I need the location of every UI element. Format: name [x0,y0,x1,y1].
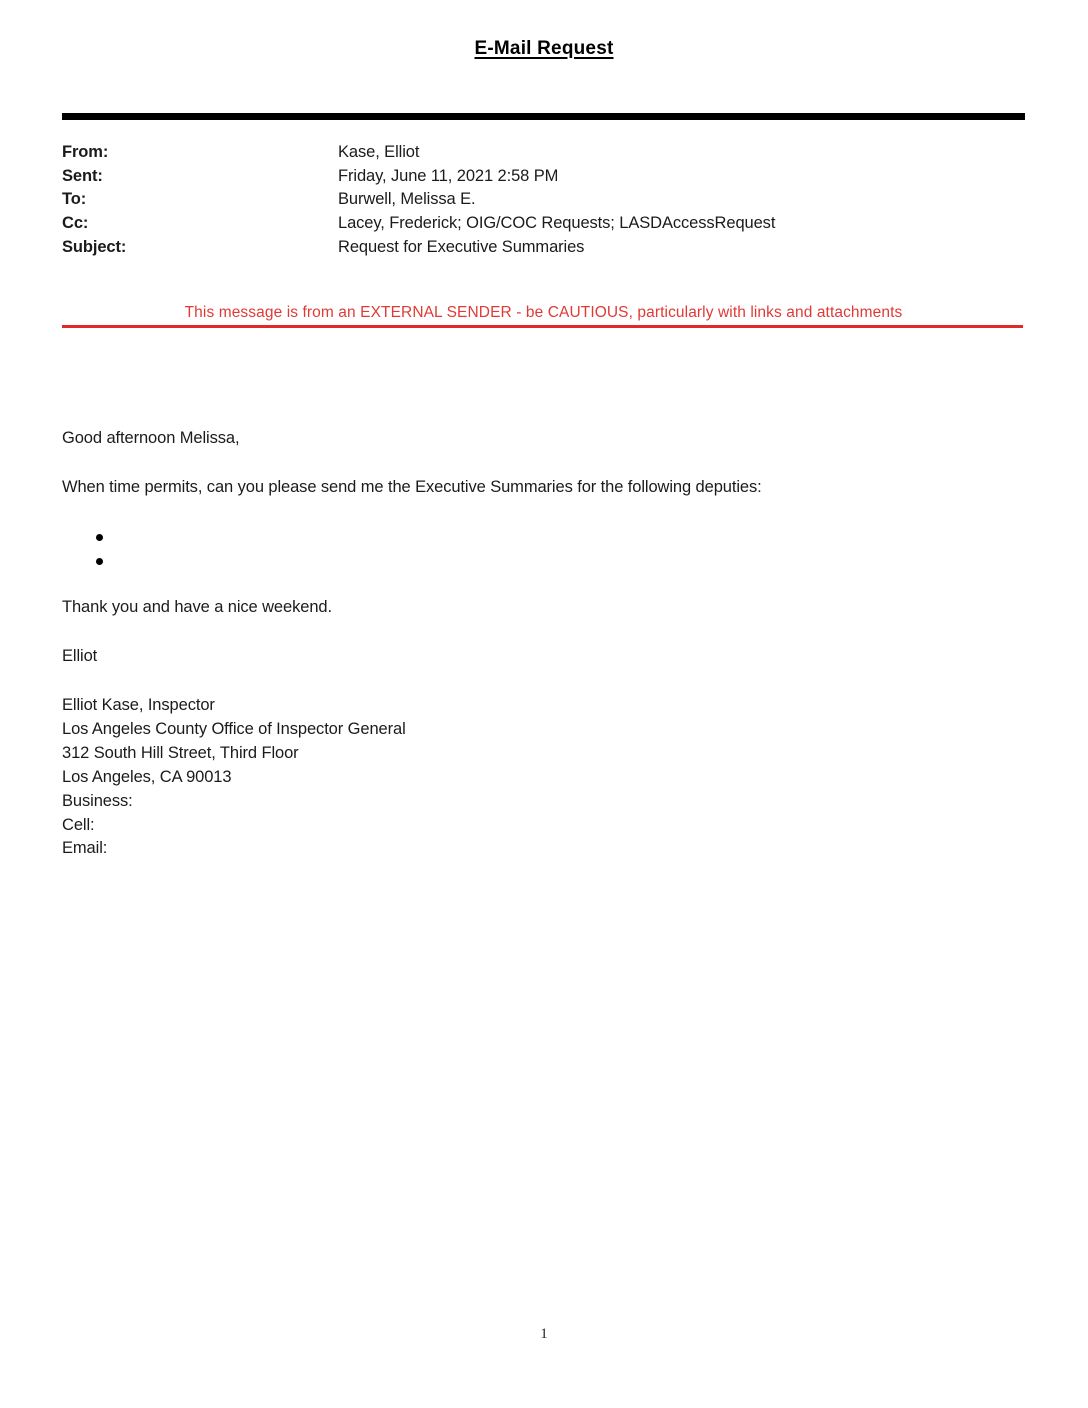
request-line: When time permits, can you please send me the Executive Summaries for the following deputies: [62,478,762,496]
bullet-item-1 [96,529,996,545]
greeting-line: Good afternoon Melissa, [62,429,240,447]
sent-value: Friday, June 11, 2021 2:58 PM [338,166,559,185]
header-row-sent [62,165,1025,189]
signature-cell-label: Cell: [62,815,95,834]
cc-label: Cc: [62,214,89,233]
signature-street-address: 312 South Hill Street, Third Floor [62,743,299,762]
signature-city-state-zip: Los Angeles, CA 90013 [62,767,232,786]
header-row-to [62,188,1025,212]
header-row-subject [62,235,1025,259]
signature-block [62,694,1025,861]
bullet-item-2 [96,553,996,569]
subject-label: Subject: [62,237,127,256]
signature-name-title: Elliot Kase, Inspector [62,696,215,714]
external-sender-warning: This message is from an EXTERNAL SENDER - be CAUTIOUS, particularly with links and attachments [184,304,903,321]
external-sender-rule [62,325,1023,328]
document-title: E-Mail Request [474,38,614,59]
from-value: Kase, Elliot [338,143,420,162]
signature-email-label: Email: [62,839,108,858]
email-header-block [62,141,1025,259]
sent-label: Sent: [62,166,103,185]
cc-value: Lacey, Frederick; OIG/COC Requests; LASDAccessRequest [338,214,776,233]
bullet-dot-icon [96,534,103,541]
to-value: Burwell, Melissa E. [338,190,476,209]
header-row-cc [62,212,1025,236]
header-divider-rule [62,113,1025,120]
closing-line: Thank you and have a nice weekend. [62,598,332,616]
to-label: To: [62,190,87,209]
page-number: 1 [540,1326,548,1342]
signoff-line: Elliot [62,647,98,665]
header-row-from [62,141,1025,165]
signature-organization: Los Angeles County Office of Inspector General [62,719,406,738]
from-label: From: [62,143,109,162]
bullet-dot-icon [96,558,103,565]
subject-value: Request for Executive Summaries [338,237,585,256]
signature-business-label: Business: [62,791,133,810]
